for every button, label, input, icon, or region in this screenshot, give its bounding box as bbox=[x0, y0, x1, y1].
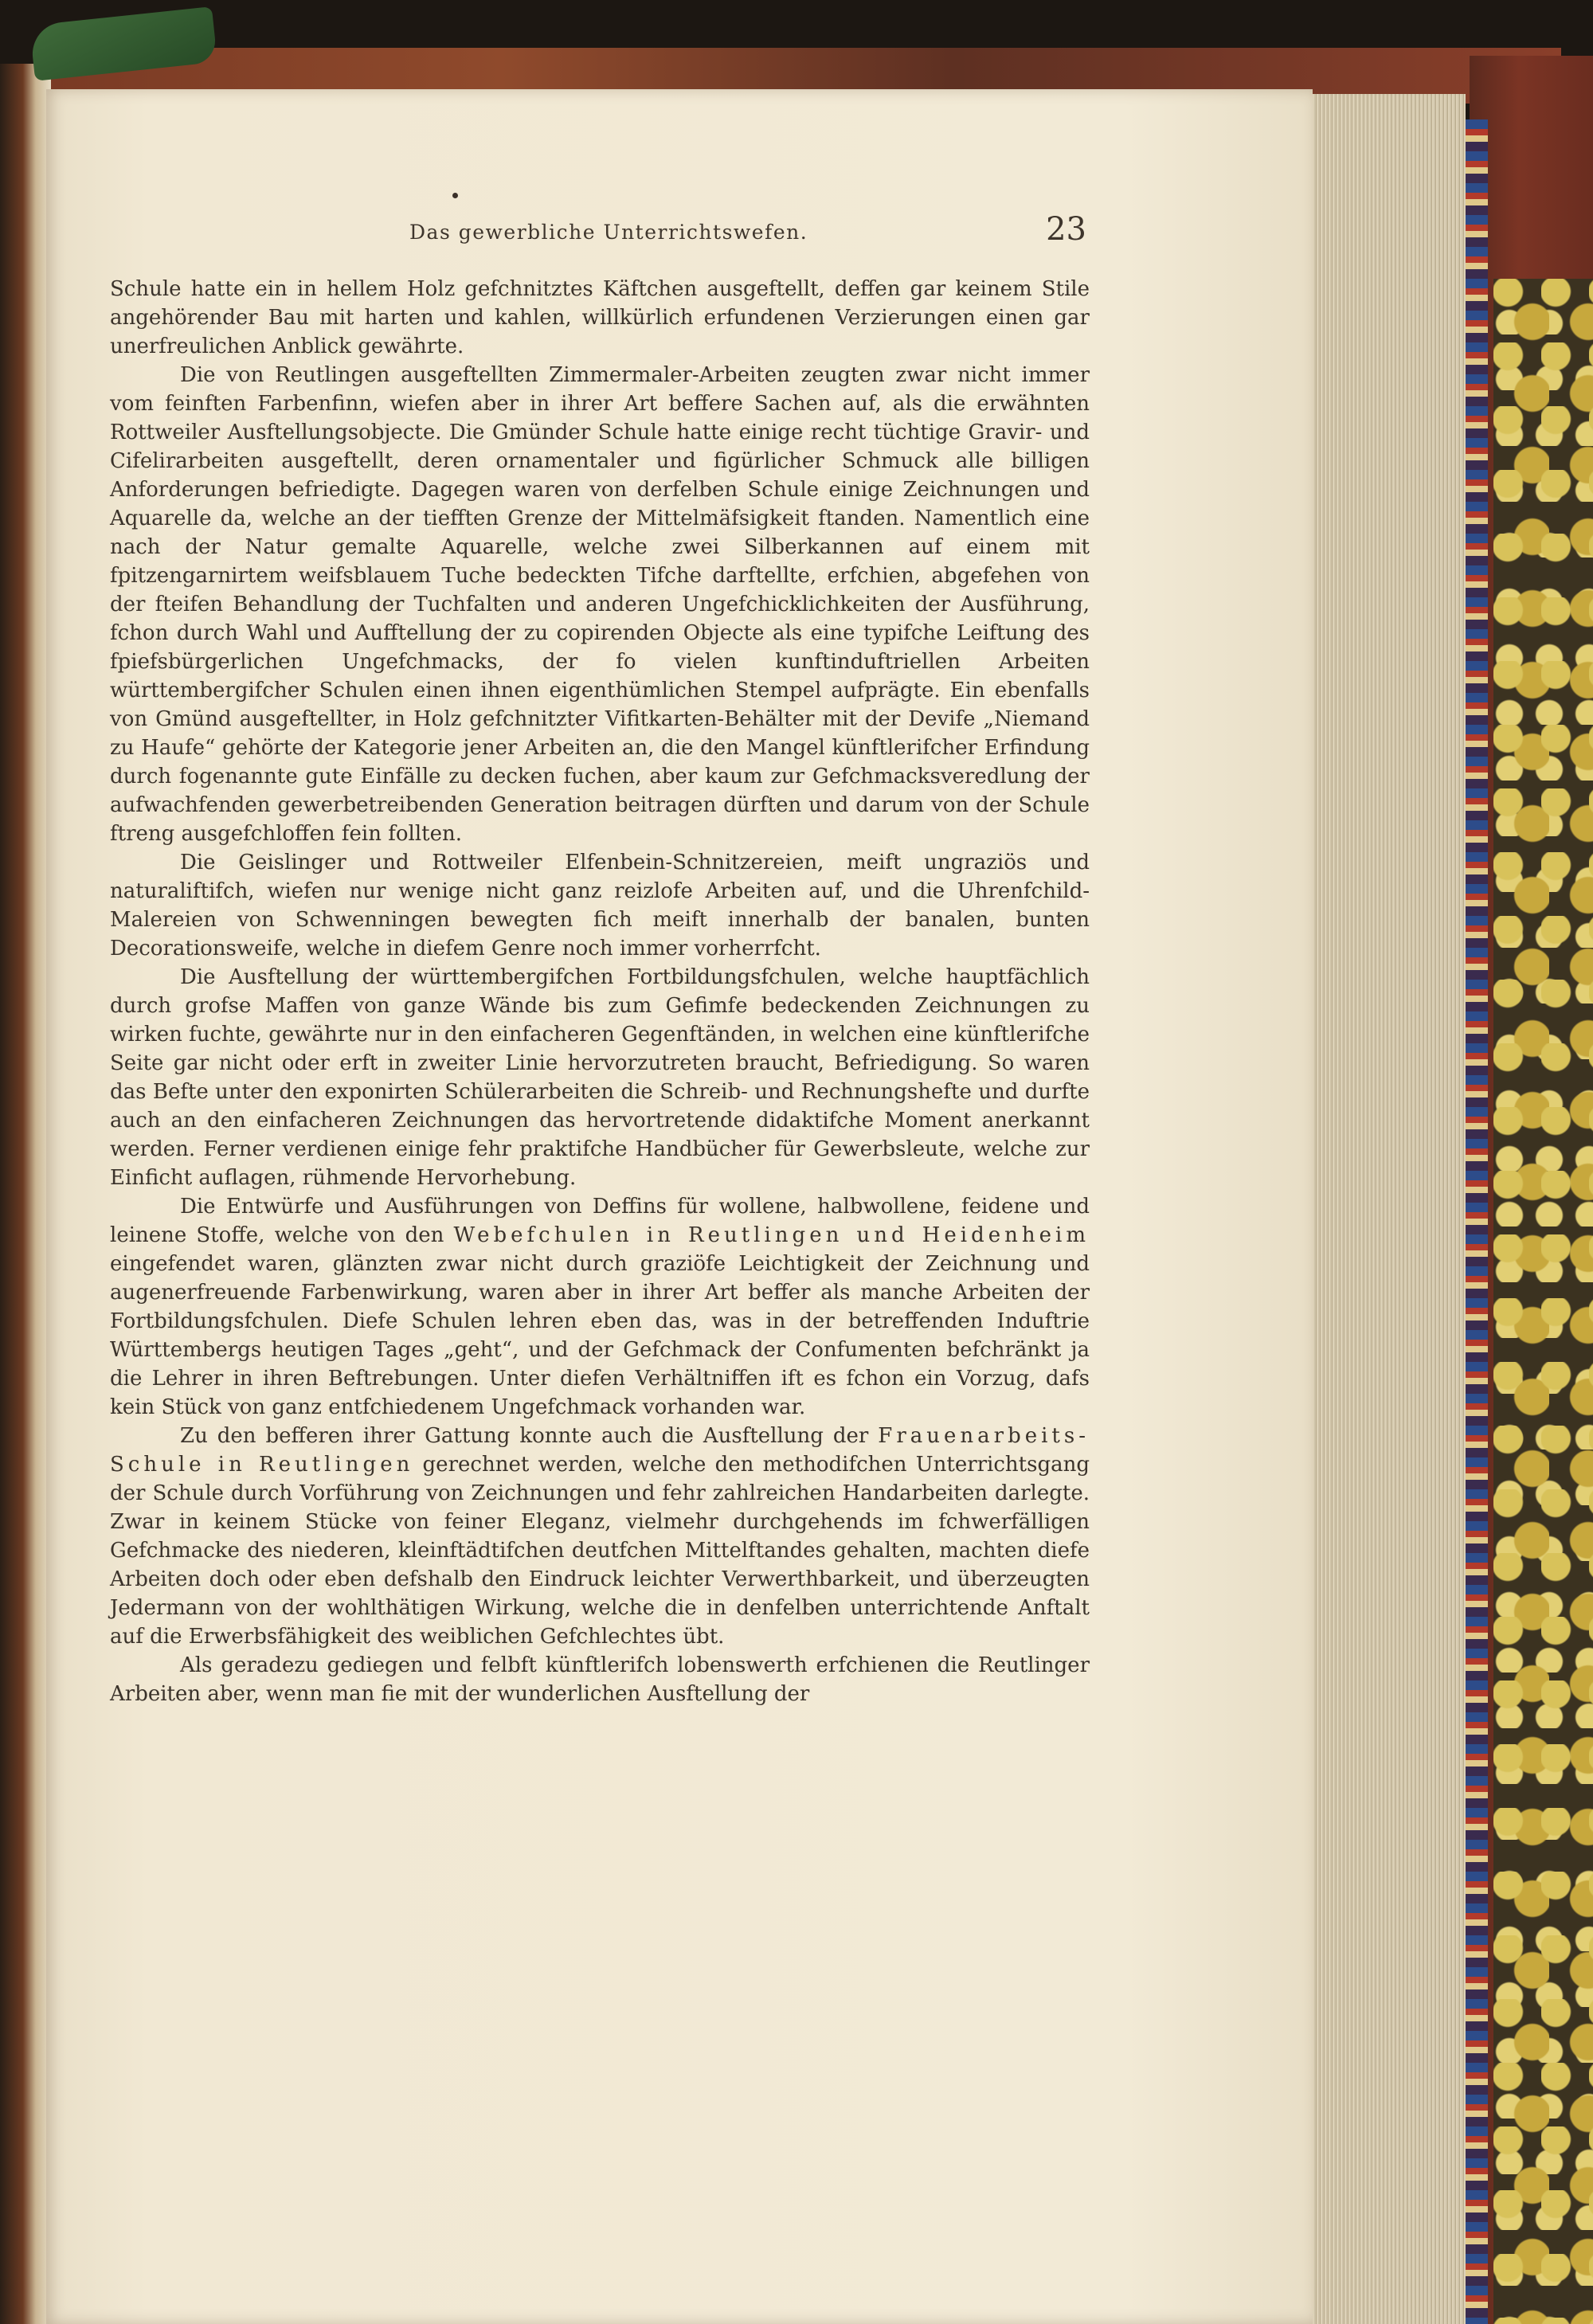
marbled-page-edge bbox=[1464, 119, 1488, 2324]
paragraph: Die Ausftellung der württembergifchen Fortbildungsfchulen, welche hauptfächlich durch grofse Maffen von ganze Wände bis zum Gefimfe bedeckenden Zeichnungen zu wirken fuchte, gewährte nur in den einfacheren Gegenftänden, in welchen eine künftlerifche Seite gar nicht oder erft in zweiter Linie hervorzutreten braucht, Befriedigung. So waren das Befte unter den exponirten Schülerarbeiten die Schreib- und Rechnungshefte und durfte auch an den einfacheren Zeichnungen das hervortretende didaktifche Moment anerkannt werden. Ferner verdienen einige fehr praktifche Handbücher für Gewerbsleute, welche zur Einficht auflagen, rühmende Hervorhebung. bbox=[110, 965, 1090, 1190]
marbled-endpaper bbox=[1493, 279, 1593, 2324]
left-page-edge bbox=[0, 64, 51, 2324]
paragraph: Die Geislinger und Rottweiler Elfenbein-Schnitzereien, meift ungraziös und naturaliftifch, wiefen nur wenige nicht ganz reizlofe Arbeiten auf, und die Uhrenfchild-Malereien von Schwenningen bewegten fich meift innerhalb der banalen, bunten Decorationsweife, welche in diefem Genre noch immer vorherrfcht. bbox=[110, 851, 1090, 961]
page-header bbox=[64, 211, 1091, 259]
body-text bbox=[110, 275, 1090, 1708]
running-head: Das gewerbliche Unterrichtswefen. bbox=[409, 221, 808, 244]
ink-speck bbox=[452, 193, 458, 198]
text-run: Die Entwürfe und Ausführungen von Deffins für wollene, halbwollene, feidene und leinene Stoffe, welche von den bbox=[110, 1195, 1090, 1247]
spaced-emphasis: Frauenarbeits-Schule in Reutlingen bbox=[110, 1424, 1090, 1477]
paragraph: Schule hatte ein in hellem Holz gefchnitztes Käftchen ausgeftellt, deffen gar keinem Stile angehörender Bau mit harten und kahlen, willkürlich erfundenen Verzierungen einen gar unerfreulichen Anblick gewährte. bbox=[110, 277, 1090, 358]
text-run: gerechnet werden, welche den methodifchen Unterrichtsgang der Schule durch Vorführung von Zeichnungen und fehr zahlreichen Handarbeiten darlegte. Zwar in keinem Stücke von feiner Eleganz, vielmehr durchgehends im fchwerfälligen Gefchmacke des niederen, kleinftädtifchen deutfchen Mittelftandes gehalten, machten diefe Arbeiten doch oder eben defshalb den Eindruck leichter Verwerthbarkeit, und überzeugten Jedermann von der wohlthätigen Wirkung, welche die in denfelben unterrichtende Anftalt auf die Erwerbsfähigkeit des weiblichen Gefchlechtes übt. bbox=[110, 1453, 1090, 1649]
text-run: Zu den befferen ihrer Gattung konnte auch die Ausftellung der bbox=[180, 1424, 879, 1448]
page-block-edges bbox=[1306, 94, 1466, 2324]
paragraph: Als geradezu gediegen und felbft künftlerifch lobenswerth erfchienen die Reutlinger Arbeiten aber, wenn man fie mit der wunderlichen Ausftellung der bbox=[110, 1653, 1090, 1706]
page-number: 23 bbox=[1046, 211, 1086, 248]
paragraph: Die von Reutlingen ausgeftellten Zimmermaler-Arbeiten zeugten zwar nicht immer vom feinften Farbenfinn, wiefen aber in ihrer Art beffere Sachen auf, als die erwähnten Rottweiler Ausftellungsobjecte. Die Gmünder Schule hatte einige recht tüchtige Gravir- und Cifelirarbeiten ausgeftellt, deren ornamentaler und figürlicher Schmuck alle billigen Anforderungen befriedigte. Dagegen waren von derfelben Schule einige Zeichnungen und Aquarelle da, welche an der tiefften Grenze der Mittelmäfsigkeit ftanden. Namentlich eine nach der Natur gemalte Aquarelle, welche zwei Silberkannen auf einem mit fpitzengarnirtem weifsblauem Tuche bedeckten Tifche darftellte, erfchien, abgefehen von der fteifen Behandlung der Tuchfalten und anderen Ungefchicklichkeiten der Ausführung, fchon durch Wahl und Aufftellung der zu copirenden Objecte als eine typifche Leiftung des fpiefsbürgerlichen Ungefchmacks, der fo vielen kunftinduftriellen Arbeiten württembergifcher Schulen einen ihnen eigenthümlichen Stempel aufprägte. Ein ebenfalls von Gmünd ausgeftellter, in Holz gefchnitzter Vifitkarten-Behälter mit der Devife „Niemand zu Haufe“ gehörte der Kategorie jener Arbeiten an, die den Mangel künftlerifcher Erfindung durch fogenannte gute Einfälle zu decken fuchen, aber kaum zur Gefchmacksveredlung der aufwachfenden gewerbetreibenden Generation beitragen dürften und darum von der Schule ftreng ausgefchloffen fein follten. bbox=[110, 363, 1090, 846]
spaced-emphasis: Webefchulen in Reutlingen und Heidenheim bbox=[453, 1223, 1090, 1247]
paragraph bbox=[110, 1422, 1090, 1651]
text-run: eingefendet waren, glänzten zwar nicht durch graziöfe Leichtigkeit der Zeichnung und augenerfreuende Farbenwirkung, waren aber in ihrer Art beffer als manche Arbeiten der Fortbildungsfchulen. Diefe Schulen lehren eben das, was in der betreffenden Induftrie Württembergs heutigen Tages „geht“, und der Gefchmack der Confumenten befchränkt ja die Lehrer in ihren Beftrebungen. Unter diefen Verhältniffen ift es fchon ein Vorzug, dafs kein Stück von ganz entfchiedenem Ungefchmack vorhanden war. bbox=[110, 1252, 1090, 1419]
paragraph bbox=[110, 1192, 1090, 1422]
